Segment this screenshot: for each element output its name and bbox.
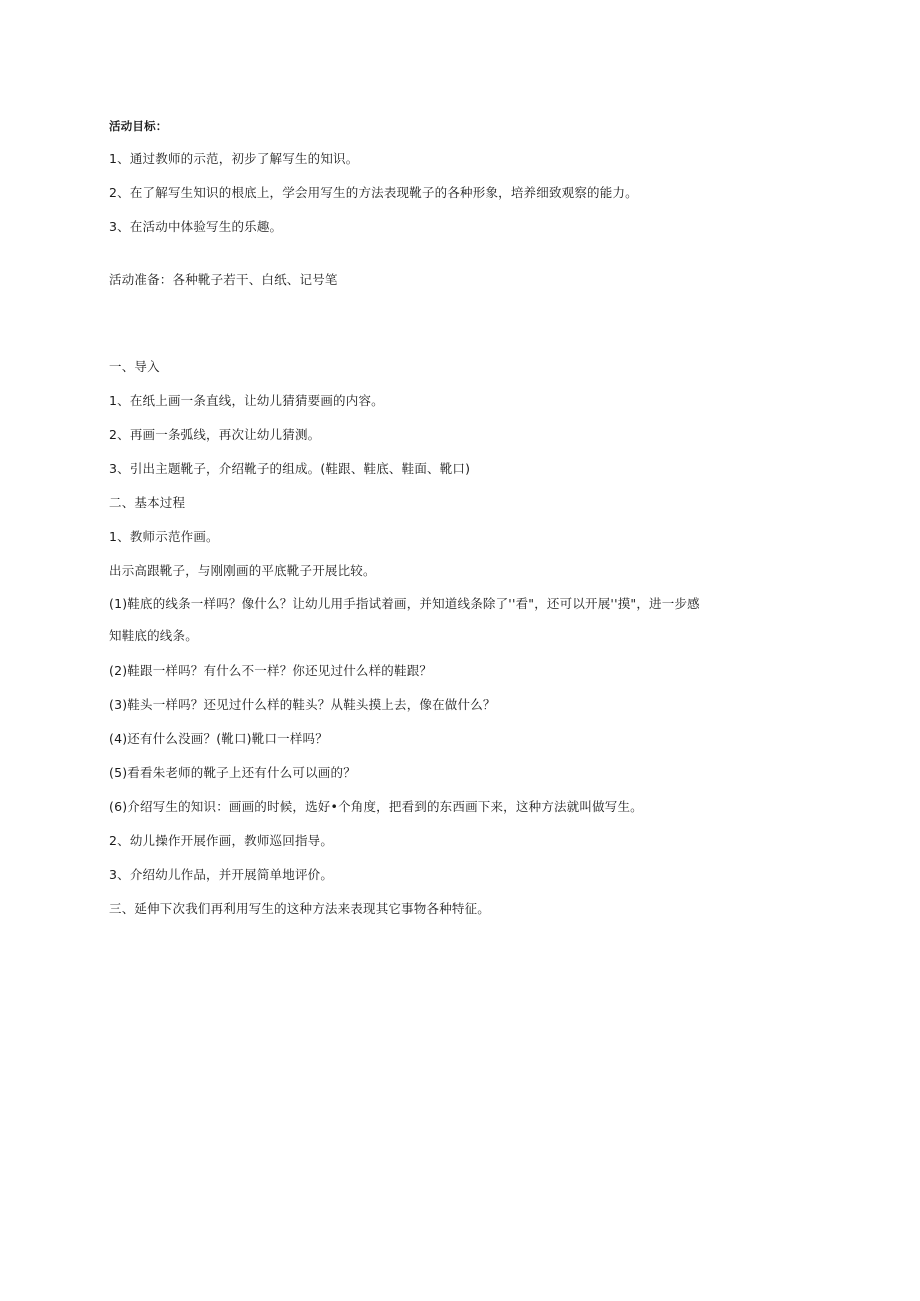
section2-step-2: 2、幼儿操作开展作画，教师巡回指导。 xyxy=(109,833,334,848)
section2-step-3: 3、介绍幼儿作品，并开展简单地评价。 xyxy=(109,867,334,882)
section2-intro: 出示高跟靴子，与刚刚画的平底靴子开展比较。 xyxy=(109,563,376,578)
section2-step-1: 1、教师示范作画。 xyxy=(109,529,219,544)
question-5: (5)看看朱老师的靴子上还有什么可以画的？ xyxy=(109,765,356,780)
goal-item-2: 2、在了解写生知识的根底上，学会用写生的方法表现靴子的各种形象，培养细致观察的能力。 xyxy=(109,185,638,200)
question-6: (6)介绍写生的知识：画画的时候，选好•个角度，把看到的东西画下来，这种方法就叫做写生。 xyxy=(109,799,643,814)
question-3: (3)鞋头一样吗？还见过什么样的鞋头？从鞋头摸上去，像在做什么？ xyxy=(109,697,496,712)
question-1-line-2: 知鞋底的线条。 xyxy=(109,628,198,643)
section2-heading: 二、基本过程 xyxy=(109,495,186,510)
question-2: (2)鞋跟一样吗？有什么不一样？你还见过什么样的鞋跟？ xyxy=(109,663,433,678)
preparation-line: 活动准备：各种靴子若干、白纸、记号笔 xyxy=(109,272,338,287)
section3-line: 三、延伸下次我们再利用写生的这种方法来表现其它事物各种特征。 xyxy=(109,901,491,916)
question-4: (4)还有什么没画？(靴口)靴口一样吗？ xyxy=(109,731,328,746)
question-1-line-1: (1)鞋底的线条一样吗？像什么？让幼儿用手指试着画，并知道线条除了''看"，还可以开展''摸"，进一步感 xyxy=(109,596,700,611)
section1-item-2: 2、再画一条弧线，再次让幼儿猜测。 xyxy=(109,427,321,442)
section1-item-3: 3、引出主题靴子，介绍靴子的组成。(鞋跟、鞋底、鞋面、靴口) xyxy=(109,461,471,476)
goal-item-1: 1、通过教师的示范，初步了解写生的知识。 xyxy=(109,151,359,166)
section1-item-1: 1、在纸上画一条直线，让幼儿猜猜要画的内容。 xyxy=(109,393,384,408)
goals-heading: 活动目标： xyxy=(109,119,168,133)
goal-item-3: 3、在活动中体验写生的乐趣。 xyxy=(109,219,283,234)
section1-heading: 一、导入 xyxy=(109,359,160,374)
